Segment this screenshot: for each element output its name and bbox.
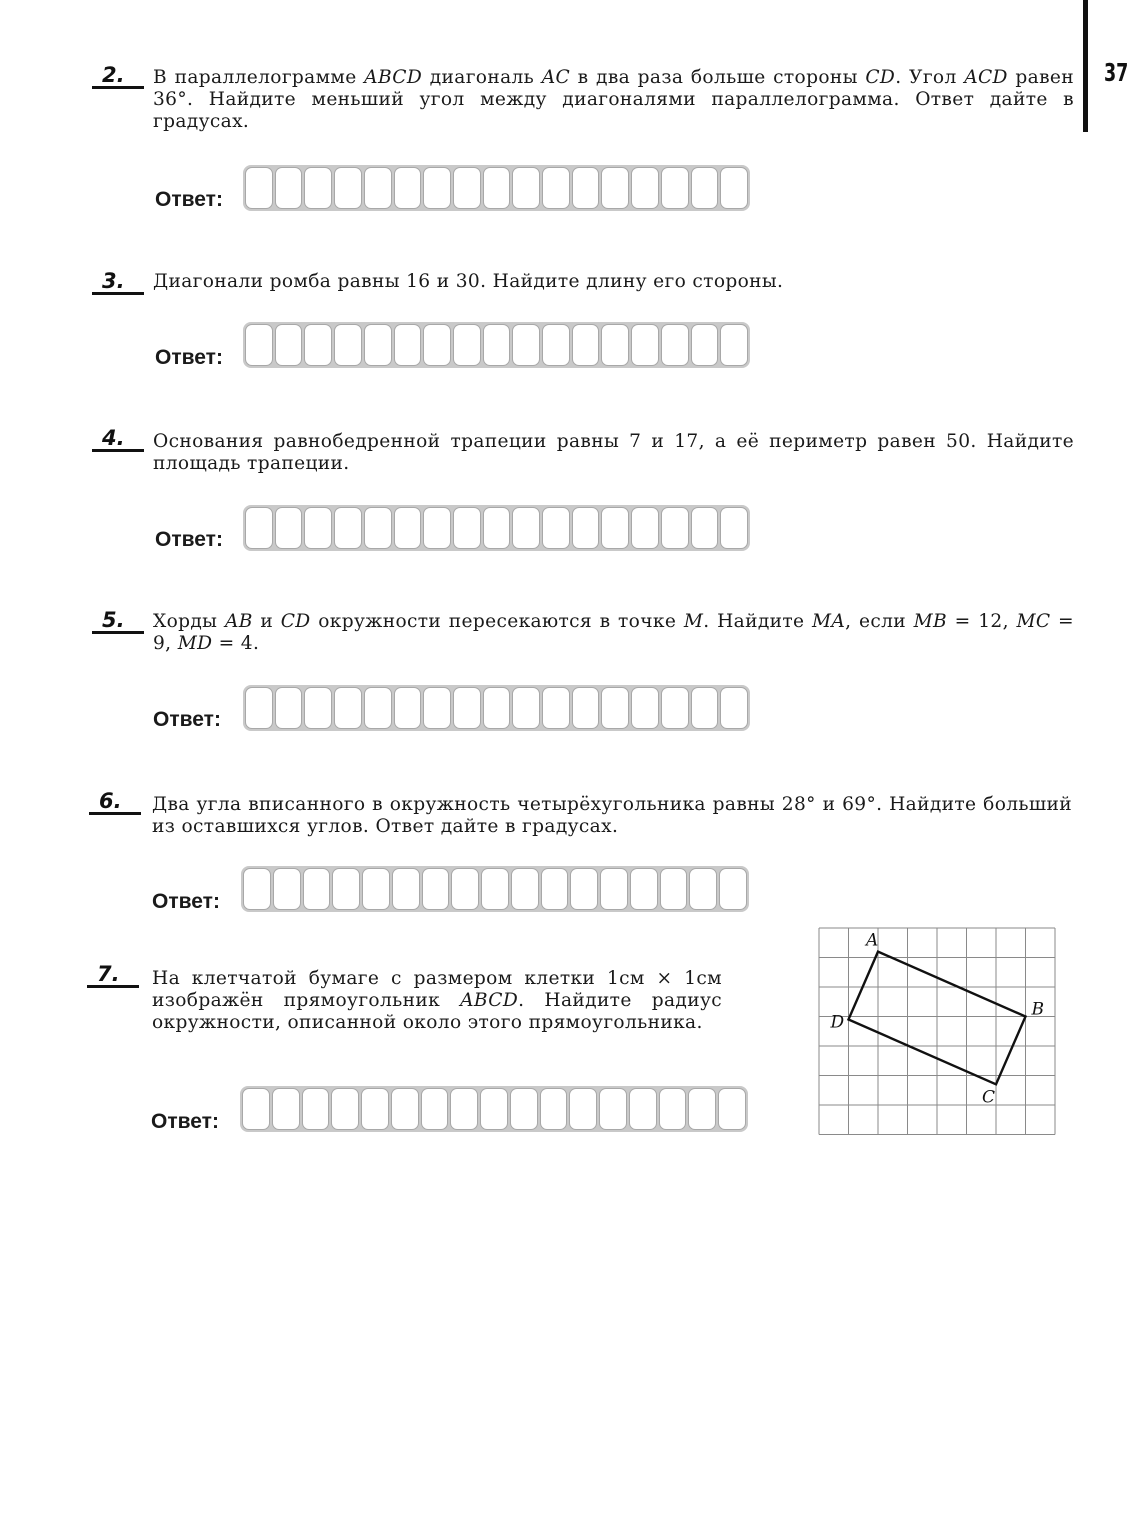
answer-cell[interactable] bbox=[720, 324, 748, 366]
answer-cell[interactable] bbox=[391, 1088, 419, 1130]
answer-cell[interactable] bbox=[331, 1088, 359, 1130]
answer-cell[interactable] bbox=[453, 507, 481, 549]
answer-cell[interactable] bbox=[720, 507, 748, 549]
answer-cell[interactable] bbox=[304, 507, 332, 549]
answer-cell[interactable] bbox=[542, 687, 570, 729]
answer-cell[interactable] bbox=[661, 687, 689, 729]
task-6-text: Два угла вписанного в окружность четырёхугольника равны 28° и 69°. Найдите больший из оставшихся углов. Ответ дайте в градусах. bbox=[152, 794, 1072, 837]
grid-rectangle-figure bbox=[815, 925, 1060, 1140]
task-5-answer-field[interactable] bbox=[243, 685, 750, 731]
answer-cell[interactable] bbox=[599, 1088, 627, 1130]
answer-cell[interactable] bbox=[453, 687, 481, 729]
answer-cell[interactable] bbox=[453, 324, 481, 366]
task-4-text: Основания равнобедренной трапеции равны 7 и 17, а её периметр равен 50. Найдите площадь трапеции. bbox=[153, 431, 1074, 474]
answer-cell[interactable] bbox=[569, 1088, 597, 1130]
answer-cell[interactable] bbox=[394, 507, 422, 549]
answer-cell[interactable] bbox=[601, 687, 629, 729]
answer-cell[interactable] bbox=[720, 167, 748, 209]
answer-cell[interactable] bbox=[394, 324, 422, 366]
answer-cell[interactable] bbox=[601, 167, 629, 209]
answer-cell[interactable] bbox=[483, 507, 511, 549]
answer-cell[interactable] bbox=[243, 868, 271, 910]
answer-cell[interactable] bbox=[512, 687, 540, 729]
task-2-text: В параллелограмме ABCD диагональ AC в два раза больше стороны CD. Угол ACD равен 36°. Найдите меньший угол между диагоналями параллелограмма. Ответ дайте в градусах. bbox=[153, 67, 1075, 132]
task-5-number: 5. bbox=[92, 609, 144, 634]
answer-cell[interactable] bbox=[364, 507, 392, 549]
answer-cell[interactable] bbox=[304, 687, 332, 729]
answer-cell[interactable] bbox=[275, 167, 303, 209]
answer-cell[interactable] bbox=[275, 507, 303, 549]
answer-cell[interactable] bbox=[364, 167, 392, 209]
answer-cell[interactable] bbox=[423, 167, 451, 209]
answer-cell[interactable] bbox=[364, 324, 392, 366]
answer-cell[interactable] bbox=[272, 1088, 300, 1130]
task-5-text: Хорды AB и CD окружности пересекаются в точке M. Найдите MA, если MB = 12, MC = 9, MD = 4. bbox=[153, 611, 1074, 654]
answer-cell[interactable] bbox=[631, 167, 659, 209]
answer-cell[interactable] bbox=[334, 167, 362, 209]
task-4-answer-field[interactable] bbox=[243, 505, 750, 551]
answer-cell[interactable] bbox=[512, 324, 540, 366]
answer-cell[interactable] bbox=[245, 324, 273, 366]
answer-cell[interactable] bbox=[570, 868, 598, 910]
task-6-answer-field[interactable] bbox=[241, 866, 749, 912]
answer-cell[interactable] bbox=[334, 324, 362, 366]
answer-cell[interactable] bbox=[572, 167, 600, 209]
answer-cell[interactable] bbox=[273, 868, 301, 910]
answer-cell[interactable] bbox=[304, 167, 332, 209]
task-3-text: Диагонали ромба равны 16 и 30. Найдите длину его стороны. bbox=[153, 271, 784, 292]
answer-cell[interactable] bbox=[245, 167, 273, 209]
answer-cell[interactable] bbox=[631, 324, 659, 366]
vertex-label-c: C bbox=[982, 1087, 996, 1108]
answer-cell[interactable] bbox=[719, 868, 747, 910]
task-4-number: 4. bbox=[92, 427, 144, 452]
answer-cell[interactable] bbox=[512, 167, 540, 209]
answer-cell[interactable] bbox=[332, 868, 360, 910]
task-3-number: 3. bbox=[92, 270, 144, 295]
answer-cell[interactable] bbox=[421, 1088, 449, 1130]
answer-cell[interactable] bbox=[450, 1088, 478, 1130]
answer-cell[interactable] bbox=[688, 1088, 716, 1130]
answer-cell[interactable] bbox=[242, 1088, 270, 1130]
answer-cell[interactable] bbox=[689, 868, 717, 910]
answer-cell[interactable] bbox=[334, 507, 362, 549]
task-3-answer-field[interactable] bbox=[243, 322, 750, 368]
answer-cell[interactable] bbox=[541, 868, 569, 910]
answer-cell[interactable] bbox=[453, 167, 481, 209]
answer-cell[interactable] bbox=[659, 1088, 687, 1130]
task-5-answer-label: Ответ: bbox=[153, 708, 221, 731]
answer-cell[interactable] bbox=[480, 1088, 508, 1130]
answer-cell[interactable] bbox=[572, 507, 600, 549]
answer-cell[interactable] bbox=[661, 507, 689, 549]
task-7-answer-label: Ответ: bbox=[151, 1110, 219, 1133]
answer-cell[interactable] bbox=[629, 1088, 657, 1130]
task-6-answer-label: Ответ: bbox=[152, 890, 220, 913]
answer-cell[interactable] bbox=[245, 507, 273, 549]
answer-cell[interactable] bbox=[601, 324, 629, 366]
answer-cell[interactable] bbox=[245, 687, 273, 729]
task-7-number: 7. bbox=[87, 963, 139, 988]
answer-cell[interactable] bbox=[661, 167, 689, 209]
answer-cell[interactable] bbox=[303, 868, 331, 910]
answer-cell[interactable] bbox=[451, 868, 479, 910]
answer-cell[interactable] bbox=[691, 687, 719, 729]
answer-cell[interactable] bbox=[275, 324, 303, 366]
answer-cell[interactable] bbox=[423, 507, 451, 549]
answer-cell[interactable] bbox=[364, 687, 392, 729]
task-3-answer-label: Ответ: bbox=[155, 346, 223, 369]
vertex-label-b: B bbox=[1031, 999, 1044, 1020]
answer-cell[interactable] bbox=[304, 324, 332, 366]
answer-cell[interactable] bbox=[720, 687, 748, 729]
vertex-label-d: D bbox=[830, 1012, 845, 1033]
answer-cell[interactable] bbox=[542, 324, 570, 366]
answer-cell[interactable] bbox=[362, 868, 390, 910]
vertex-label-a: A bbox=[866, 930, 879, 951]
answer-cell[interactable] bbox=[660, 868, 688, 910]
task-4-answer-label: Ответ: bbox=[155, 528, 223, 551]
task-6-number: 6. bbox=[89, 790, 141, 815]
answer-cell[interactable] bbox=[718, 1088, 746, 1130]
answer-cell[interactable] bbox=[600, 868, 628, 910]
answer-cell[interactable] bbox=[631, 687, 659, 729]
answer-cell[interactable] bbox=[275, 687, 303, 729]
answer-cell[interactable] bbox=[423, 687, 451, 729]
answer-cell[interactable] bbox=[542, 507, 570, 549]
task-2-answer-label: Ответ: bbox=[155, 188, 223, 211]
answer-cell[interactable] bbox=[540, 1088, 568, 1130]
answer-cell[interactable] bbox=[542, 167, 570, 209]
answer-cell[interactable] bbox=[661, 324, 689, 366]
answer-cell[interactable] bbox=[483, 324, 511, 366]
answer-cell[interactable] bbox=[691, 324, 719, 366]
answer-cell[interactable] bbox=[510, 1088, 538, 1130]
answer-cell[interactable] bbox=[511, 868, 539, 910]
answer-cell[interactable] bbox=[631, 507, 659, 549]
answer-cell[interactable] bbox=[392, 868, 420, 910]
answer-cell[interactable] bbox=[394, 687, 422, 729]
answer-cell[interactable] bbox=[691, 167, 719, 209]
answer-cell[interactable] bbox=[512, 507, 540, 549]
answer-cell[interactable] bbox=[691, 507, 719, 549]
answer-cell[interactable] bbox=[361, 1088, 389, 1130]
answer-cell[interactable] bbox=[394, 167, 422, 209]
answer-cell[interactable] bbox=[422, 868, 450, 910]
task-7-answer-field[interactable] bbox=[240, 1086, 748, 1132]
answer-cell[interactable] bbox=[572, 324, 600, 366]
answer-cell[interactable] bbox=[302, 1088, 330, 1130]
answer-cell[interactable] bbox=[572, 687, 600, 729]
page-number: 37 bbox=[1104, 58, 1129, 87]
answer-cell[interactable] bbox=[483, 167, 511, 209]
task-7-text: На клетчатой бумаге с размером клетки 1см × 1см изображён прямоугольник ABCD. Найдите радиус окружности, описанной около этого прямоугольника. bbox=[152, 968, 722, 1033]
answer-cell[interactable] bbox=[481, 868, 509, 910]
answer-cell[interactable] bbox=[423, 324, 451, 366]
answer-cell[interactable] bbox=[483, 687, 511, 729]
task-2-number: 2. bbox=[92, 64, 144, 89]
answer-cell[interactable] bbox=[334, 687, 362, 729]
task-2-answer-field[interactable] bbox=[243, 165, 750, 211]
answer-cell[interactable] bbox=[630, 868, 658, 910]
answer-cell[interactable] bbox=[601, 507, 629, 549]
page-edge-bar bbox=[1083, 0, 1088, 132]
